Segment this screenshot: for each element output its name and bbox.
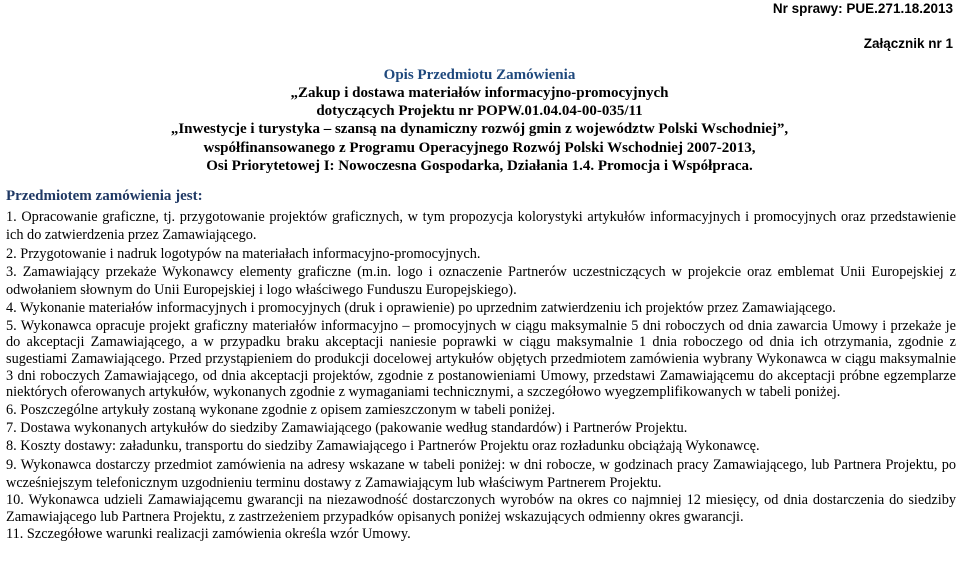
list-item: 8. Koszty dostawy: załadunku, transportu do siedziby Zamawiającego i Partnerów Projektu oraz rozładunku obciążają Wykonawcę. (6, 438, 760, 455)
list-item: 10. Wykonawca udzieli Zamawiającemu gwarancji na niezawodność dostarczonych wyrobów na okres co najmniej 12 miesięcy, od dnia dostarczenia do siedziby Zamawiającego lub Partnera Projektu, z zastrzeżeniem przypadków opisanych poniżej wskazujących odmienny okres gwarancji. (6, 492, 956, 525)
list-item: 2. Przygotowanie i nadruk logotypów na materiałach informacyjno-promocyjnych. (6, 245, 481, 262)
title-line-6: Osi Priorytetowej I: Nowoczesna Gospodarka, Działania 1.4. Promocja i Współpraca. (206, 158, 753, 174)
list-item: 1. Opracowanie graficzne, tj. przygotowanie projektów graficznych, w tym propozycja kolorystyki artykułów informacyjnych i promocyjnych oraz przedstawienie ich do zatwierdzenia przez Zamawiającego. (6, 209, 956, 244)
attachment-label: Załącznik nr 1 (863, 36, 953, 51)
list-item: 5. Wykonawca opracuje projekt graficzny materiałów informacyjno – promocyjnych w ciągu maksymalnie 5 dni roboczych od dnia zawarcia Umowy i przekaże je do akceptacji Zamawiającego, a w przypadku braku akceptacji naniesie poprawki w ciągu maksymalnie 1 dnia roboczego od dnia ich otrzymania, zgodnie z sugestiami Zamawiającego. Przed przystąpieniem do produkcji docelowej artykułów objętych przedmiotem zamówienia wybrany Wykonawca w ciągu maksymalnie 3 dni roboczych Zamawiającego, od dnia akceptacji projektów, zgodnie z postanowieniami Umowy, przedstawi Zamawiającemu do akceptacji próbne egzemplarze niektórych oferowanych artykułów, wykonanych zgodnie z wymaganiami technicznymi, a szczegółowo wyegzemplifikowanych w tabeli poniżej. (6, 317, 956, 401)
list-item: 11. Szczegółowe warunki realizacji zamówienia określa wzór Umowy. (6, 526, 411, 543)
requirements-list (6, 208, 956, 544)
case-number: Nr sprawy: PUE.271.18.2013 (772, 1, 953, 16)
list-item: 6. Poszczególne artykuły zostaną wykonane zgodnie z opisem zamieszczonym w tabeli poniżej. (6, 401, 556, 418)
title-line-5: współfinansowanego z Programu Operacyjnego Rozwój Polski Wschodniej 2007-2013, (203, 140, 756, 156)
title-line-1: Opis Przedmiotu Zamówienia (383, 67, 576, 83)
list-item: 7. Dostawa wykonanych artykułów do siedziby Zamawiającego (pakowanie według standardów) i Partnerów Projektu. (6, 420, 688, 437)
title-line-4: „Inwestycje i turystyka – szansą na dynamiczny rozwój gmin z województw Polski Wschodniej”, (170, 121, 789, 137)
list-item: 3. Zamawiający przekaże Wykonawcy elementy graficzne (m.in. logo i oznaczenie Partnerów uczestniczących w projekcie oraz emblemat Unii Europejskiej z odwołaniem słownym do Unii Europejskiej i logo właściwego Funduszu Europejskiego). (6, 263, 956, 299)
title-line-3: dotyczących Projektu nr POPW.01.04.04-00-035/11 (316, 103, 643, 119)
list-item: 9. Wykonawca dostarczy przedmiot zamówienia na adresy wskazane w tabeli poniżej: w dni robocze, w godzinach pracy Zamawiającego, lub Partnera Projektu, po wcześniejszym telefonicznym uzgodnieniu terminu dostawy z Zamawiającym lub właściwym Partnerem Projektu. (6, 456, 956, 491)
section-heading: Przedmiotem zamówienia jest: (6, 188, 203, 204)
list-item: 4. Wykonanie materiałów informacyjnych i promocyjnych (druk i oprawienie) po uprzednim zatwierdzeniu ich projektów przez Zamawiającego. (6, 300, 836, 317)
title-line-2: „Zakup i dostawa materiałów informacyjno-promocyjnych (290, 85, 669, 101)
